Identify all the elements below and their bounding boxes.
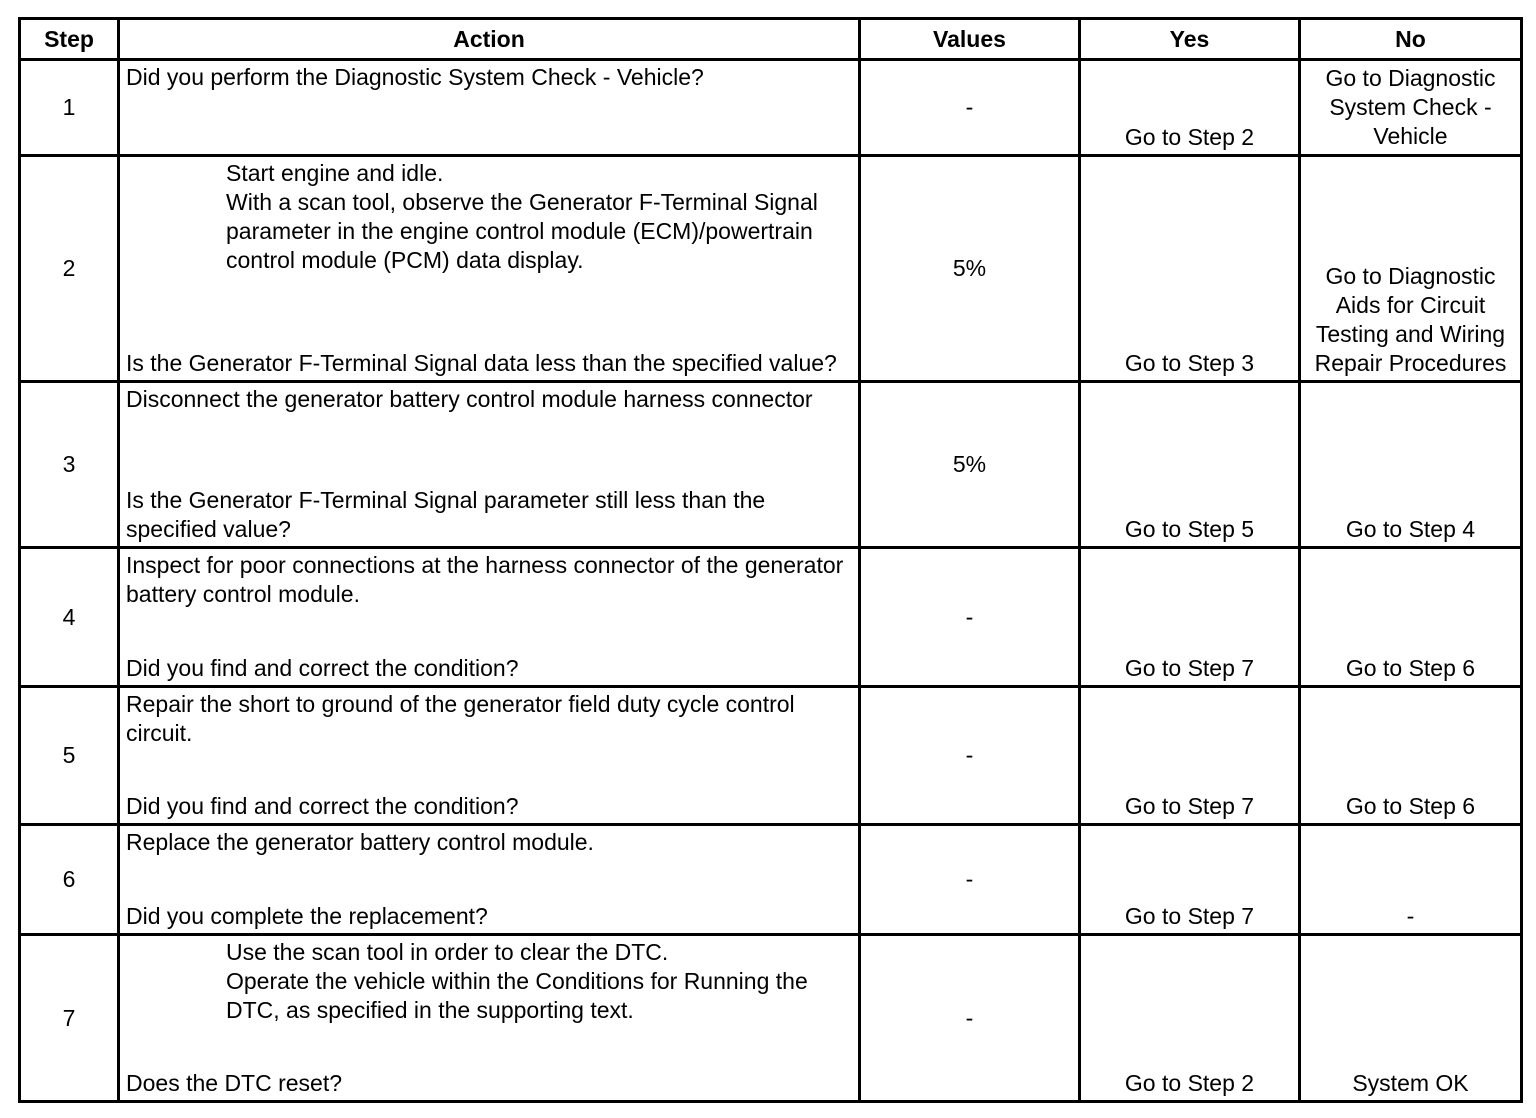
no-cell: Go to Diagnostic Aids for Circuit Testing and Wiring Repair Procedures [1300,156,1522,382]
yes-cell: Go to Step 7 [1080,686,1300,824]
action-cell [119,935,860,1102]
step-number: 3 [20,381,119,547]
step-number: 2 [20,156,119,382]
action-question: Did you complete the replacement? [126,903,488,930]
no-cell: - [1300,825,1522,935]
action-text: Disconnect the generator battery control module harness connector [126,385,813,412]
diagnostic-table [18,17,1523,1103]
yes-cell: Go to Step 7 [1080,548,1300,686]
value-cell: - [860,548,1080,686]
action-text: Inspect for poor connections at the harness connector of the generator battery control module. [126,552,844,608]
action-cell [119,686,860,824]
step-number: 4 [20,548,119,686]
action-list-item: With a scan tool, observe the Generator F-Terminal Signal parameter in the engine control module (ECM)/powertrain control module (PCM) data display. [226,189,818,274]
header-row [20,19,1522,60]
yes-cell: Go to Step 2 [1080,60,1300,156]
action-cell [119,548,860,686]
no-cell: Go to Step 6 [1300,686,1522,824]
step-number: 7 [20,935,119,1102]
yes-cell: Go to Step 7 [1080,825,1300,935]
action-cell [119,156,860,382]
table-row [20,935,1522,1102]
yes-cell: Go to Step 3 [1080,156,1300,382]
table-row [20,825,1522,935]
header-no: No [1300,19,1522,60]
action-text: Did you perform the Diagnostic System Check - Vehicle? [126,64,704,90]
no-cell: Go to Step 4 [1300,381,1522,547]
table-row [20,381,1522,547]
action-list-item: Operate the vehicle within the Conditions for Running the DTC, as specified in the supporting text. [226,968,808,1024]
action-list-item: Use the scan tool in order to clear the DTC. [226,939,669,966]
value-cell: 5% [860,381,1080,547]
step-number: 5 [20,686,119,824]
value-cell: - [860,935,1080,1102]
no-cell: System OK [1300,935,1522,1102]
value-cell: - [860,60,1080,156]
value-cell: - [860,825,1080,935]
header-yes: Yes [1080,19,1300,60]
value-cell: - [860,686,1080,824]
table-row [20,548,1522,686]
table-row [20,60,1522,156]
header-values: Values [860,19,1080,60]
yes-cell: Go to Step 5 [1080,381,1300,547]
no-cell: Go to Step 6 [1300,548,1522,686]
action-question: Did you find and correct the condition? [126,793,519,820]
action-cell [119,60,860,156]
step-number: 1 [20,60,119,156]
action-question: Is the Generator F-Terminal Signal parameter still less than the specified value? [126,487,766,543]
header-step: Step [20,19,119,60]
yes-cell: Go to Step 2 [1080,935,1300,1102]
no-cell: Go to Diagnostic System Check - Vehicle [1300,60,1522,156]
table-row [20,686,1522,824]
step-number: 6 [20,825,119,935]
header-action: Action [119,19,860,60]
action-question: Is the Generator F-Terminal Signal data less than the specified value? [126,349,837,376]
action-text: Replace the generator battery control module. [126,829,594,856]
action-cell [119,825,860,935]
value-cell: 5% [860,156,1080,382]
action-list-item: Start engine and idle. [226,160,444,187]
action-text: Repair the short to ground of the generator field duty cycle control circuit. [126,690,795,746]
action-question: Did you find and correct the condition? [126,654,519,681]
action-question: Does the DTC reset? [126,1070,343,1096]
action-cell [119,381,860,547]
table-row [20,156,1522,382]
